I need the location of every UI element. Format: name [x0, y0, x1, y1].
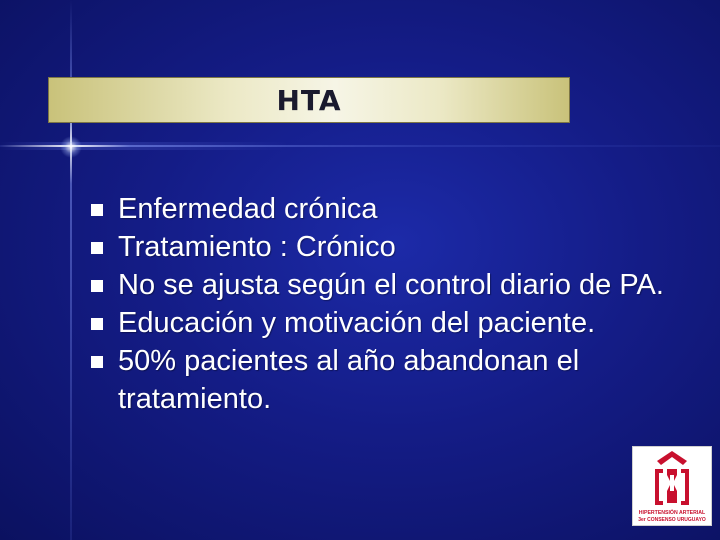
- bullet-item: [90, 304, 690, 342]
- slide-title: HTA: [276, 83, 342, 117]
- bullet-text: 50% pacientes al año abandonan el tratamiento.: [118, 345, 580, 415]
- title-banner: [48, 77, 570, 123]
- square-bullet-icon: [91, 318, 103, 330]
- bullet-item: [90, 266, 690, 304]
- bullet-text: Educación y motivación del paciente.: [118, 307, 596, 339]
- bullet-text: No se ajusta según el control diario de PA.: [118, 269, 664, 301]
- square-bullet-icon: [91, 242, 103, 254]
- logo-graphic-icon: [633, 447, 711, 525]
- bullet-item: [90, 190, 690, 228]
- decorative-horizontal-line: [0, 145, 720, 147]
- bullet-item: [90, 228, 690, 266]
- bullet-text: Enfermedad crónica: [118, 193, 378, 225]
- bullet-item: [90, 342, 690, 418]
- bullet-text: Tratamiento : Crónico: [118, 231, 396, 263]
- bullet-list: [90, 190, 690, 418]
- square-bullet-icon: [91, 204, 103, 216]
- svg-text:3er CONSENSO URUGUAYO: 3er CONSENSO URUGUAYO: [638, 517, 706, 523]
- square-bullet-icon: [91, 356, 103, 368]
- decorative-sparkle: [60, 136, 82, 158]
- hypertension-consensus-logo: [632, 446, 712, 526]
- svg-text:HIPERTENSIÓN ARTERIAL: HIPERTENSIÓN ARTERIAL: [638, 510, 706, 516]
- square-bullet-icon: [91, 280, 103, 292]
